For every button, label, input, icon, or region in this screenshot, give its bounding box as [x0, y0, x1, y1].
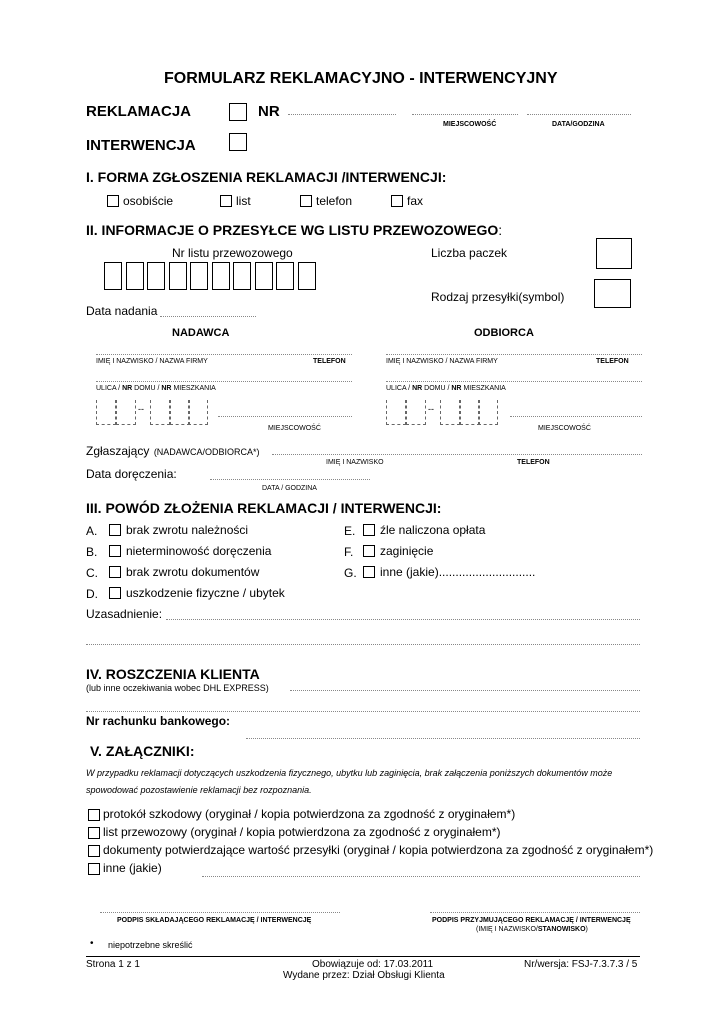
nadawca-street-mid: DOMU /	[132, 385, 162, 392]
nr-listu-digit-box[interactable]	[104, 262, 122, 290]
signature-right-sub-bold: STANOWISKO	[537, 926, 586, 933]
reason-c-letter: C.	[86, 566, 98, 580]
section5-note-2: spowodować pozostawienie reklamacji bez rozpoznania.	[86, 785, 312, 795]
section2-title-text: II. INFORMACJE O PRZESYŁCE WG LISTU PRZEWOZOWEGO	[86, 222, 499, 238]
reason-d-text: uszkodzenie fizyczne / ubytek	[126, 586, 285, 600]
form-title: FORMULARZ REKLAMACYJNO - INTERWENCYJNY	[164, 70, 558, 87]
telefon-checkbox[interactable]	[300, 195, 312, 207]
reason-b-letter: B.	[86, 545, 98, 559]
miejscowosc-caption: MIEJSCOWOŚĆ	[443, 121, 497, 128]
section5-note-1: W przypadku reklamacji dotyczących uszkodzenia fizycznego, ubytku lub zaginięcia, brak załączenia poniższych dokumentów może	[86, 768, 613, 778]
miejscowosc-field[interactable]	[412, 114, 518, 115]
reason-d-letter: D.	[86, 587, 98, 601]
section2-title	[86, 222, 502, 238]
fax-label: fax	[407, 194, 424, 208]
rodzaj-box[interactable]	[594, 279, 631, 308]
footer-version: Nr/wersja: FSJ-7.3.7.3 / 5	[524, 959, 638, 970]
postcode-digit-box[interactable]	[478, 400, 498, 425]
footnote-text: niepotrzebne skreślić	[108, 940, 193, 950]
signature-left-caption: PODPIS SKŁADAJĄCEGO REKLAMACJĘ / INTERWENCJĘ	[117, 917, 312, 924]
section1-title: I. FORMA ZGŁOSZENIA REKLAMACJI /INTERWENCJI:	[86, 169, 447, 185]
nadawca-street-caption	[96, 385, 216, 392]
attachment-2-text: list przewozowy (oryginał / kopia potwierdzona za zgodność z oryginałem*)	[103, 825, 501, 839]
reason-c-text: brak zwrotu dokumentów	[126, 565, 260, 579]
reason-b-text: nieterminowość doręczenia	[126, 544, 272, 558]
odbiorca-street-nr2: NR	[451, 385, 462, 392]
reason-b-checkbox[interactable]	[109, 545, 121, 557]
zglaszajacy-sub: (NADAWCA/ODBIORCA*)	[153, 447, 260, 457]
odbiorca-street-post: MIESZKANIA	[461, 385, 506, 392]
reason-f-checkbox[interactable]	[363, 545, 375, 557]
attachment-1-text: protokół szkodowy (oryginał / kopia potwierdzona za zgodność z oryginałem*)	[103, 807, 516, 821]
reklamacja-label: REKLAMACJA	[86, 103, 191, 120]
nadawca-name-caption: IMIĘ I NAZWISKO / NAZWA FIRMY	[96, 358, 208, 365]
attachment-4-checkbox[interactable]	[88, 863, 100, 875]
nadawca-street-pre: ULICA /	[96, 385, 123, 392]
liczba-paczek-label: Liczba paczek	[431, 246, 508, 260]
osobiscie-label: osobiście	[123, 194, 174, 208]
signature-right-sub-post: )	[585, 926, 588, 933]
section4-title: IV. ROSZCZENIA KLIENTA	[86, 666, 260, 682]
odbiorca-phone-caption: TELEFON	[596, 358, 629, 365]
reason-e-text: źle naliczona opłata	[380, 523, 486, 537]
reason-f-letter: F.	[344, 545, 354, 559]
fax-checkbox[interactable]	[391, 195, 403, 207]
nadawca-street-nr2: NR	[161, 385, 172, 392]
data-nadania-field[interactable]	[160, 316, 256, 317]
interwencja-label: INTERWENCJA	[86, 137, 196, 154]
uzasadnienie-field-1[interactable]	[166, 619, 640, 620]
odbiorca-street-nr: NR	[412, 385, 423, 392]
nr-listu-digit-box[interactable]	[147, 262, 165, 290]
signature-right-caption: PODPIS PRZYJMUJĄCEGO REKLAMACJĘ / INTERWENCJĘ	[432, 917, 631, 924]
nr-listu-digit-box[interactable]	[169, 262, 187, 290]
attachment-4-text: inne (jakie)	[103, 861, 162, 875]
postcode-digit-box[interactable]	[406, 400, 426, 425]
section5-title: V. ZAŁĄCZNIKI:	[90, 743, 195, 759]
odbiorca-street-mid: DOMU /	[422, 385, 452, 392]
nr-rachunku-label: Nr rachunku bankowego:	[86, 714, 231, 728]
roszczenia-field-2[interactable]	[86, 711, 640, 712]
nr-rachunku-field[interactable]	[246, 738, 640, 739]
signature-left-field[interactable]	[100, 912, 340, 913]
reklamacja-checkbox[interactable]	[229, 103, 247, 121]
postcode-digit-box[interactable]	[188, 400, 208, 425]
postcode-digit-box[interactable]	[96, 400, 116, 425]
attachment-3-checkbox[interactable]	[88, 845, 100, 857]
zglaszajacy-name-caption: IMIĘ I NAZWISKO	[326, 459, 384, 466]
postcode-digit-box[interactable]	[440, 400, 460, 425]
reason-g-checkbox[interactable]	[363, 566, 375, 578]
odbiorca-city-field[interactable]	[510, 416, 642, 417]
nr-label: NR	[258, 103, 280, 120]
odbiorca-name-caption: IMIĘ I NAZWISKO / NAZWA FIRMY	[386, 358, 498, 365]
liczba-paczek-box[interactable]	[596, 238, 632, 269]
footer-valid: Obowiązuje od: 17.03.2011	[312, 959, 434, 970]
section3-title: III. POWÓD ZŁOŻENIA REKLAMACJI / INTERWENCJI:	[86, 500, 442, 516]
nr-listu-digit-box[interactable]	[126, 262, 144, 290]
nr-listu-digit-box[interactable]	[276, 262, 294, 290]
nadawca-street-post: MIESZKANIA	[171, 385, 216, 392]
attachment-3-text: dokumenty potwierdzające wartość przesyłki (oryginał / kopia potwierdzona za zgodność z oryginałem*)	[103, 843, 654, 857]
uzasadnienie-label: Uzasadnienie:	[86, 607, 163, 621]
data-doreczenia-caption: DATA / GODZINA	[262, 485, 317, 492]
attachment-2-checkbox[interactable]	[88, 827, 100, 839]
rodzaj-label: Rodzaj przesyłki(symbol)	[431, 290, 565, 304]
nr-listu-label: Nr listu przewozowego	[172, 246, 293, 260]
reason-e-letter: E.	[344, 524, 356, 538]
telefon-label: telefon	[316, 194, 353, 208]
nadawca-city-caption: MIEJSCOWOŚĆ	[268, 425, 321, 432]
signature-right-sub	[476, 926, 588, 933]
data-godzina-field[interactable]	[527, 114, 631, 115]
postcode-separator: --	[428, 404, 434, 414]
reason-g-text: inne (jakie).............................	[380, 565, 536, 579]
postcode-digit-box[interactable]	[386, 400, 406, 425]
signature-right-sub-pre: (IMIĘ I NAZWISKO/	[476, 926, 538, 933]
footer-rule	[86, 956, 640, 957]
footer-issued: Wydane przez: Dział Obsługi Klienta	[283, 970, 445, 981]
reason-c-checkbox[interactable]	[109, 566, 121, 578]
nadawca-name-field[interactable]	[96, 354, 352, 355]
reason-g-letter: G.	[344, 566, 357, 580]
nadawca-heading: NADAWCA	[172, 327, 230, 339]
zglaszajacy-field[interactable]	[272, 454, 642, 455]
attachment-1-checkbox[interactable]	[88, 809, 100, 821]
signature-right-field[interactable]	[430, 912, 640, 913]
reason-e-checkbox[interactable]	[363, 524, 375, 536]
odbiorca-street-pre: ULICA /	[386, 385, 413, 392]
nadawca-phone-caption: TELEFON	[313, 358, 346, 365]
interwencja-checkbox[interactable]	[229, 133, 247, 151]
odbiorca-heading: ODBIORCA	[474, 327, 534, 339]
nadawca-street-field[interactable]	[96, 381, 352, 382]
data-doreczenia-field[interactable]	[210, 479, 370, 480]
nr-listu-digit-box[interactable]	[233, 262, 251, 290]
nr-listu-digit-box[interactable]	[212, 262, 230, 290]
postcode-separator: --	[138, 404, 144, 414]
roszczenia-field-1[interactable]	[290, 690, 640, 691]
data-doreczenia-label: Data doręczenia:	[86, 467, 177, 481]
footer-page: Strona 1 z 1	[86, 959, 140, 970]
postcode-digit-box[interactable]	[150, 400, 170, 425]
zglaszajacy-phone-caption: TELEFON	[517, 459, 550, 466]
odbiorca-street-field[interactable]	[386, 381, 642, 382]
nadawca-city-field[interactable]	[218, 416, 352, 417]
attachment-4-field[interactable]	[202, 876, 640, 877]
odbiorca-city-caption: MIEJSCOWOŚĆ	[538, 425, 591, 432]
reason-d-checkbox[interactable]	[109, 587, 121, 599]
nr-listu-digit-box[interactable]	[190, 262, 208, 290]
reason-a-checkbox[interactable]	[109, 524, 121, 536]
zglaszajacy-text: Zgłaszający	[86, 444, 150, 458]
nr-listu-digit-box[interactable]	[255, 262, 273, 290]
zglaszajacy-label	[86, 442, 259, 460]
postcode-digit-box[interactable]	[460, 400, 480, 425]
list-label: list	[236, 194, 251, 208]
data-godzina-caption: DATA/GODZINA	[552, 121, 605, 128]
section4-subtitle: (lub inne oczekiwania wobec DHL EXPRESS)	[86, 683, 269, 693]
uzasadnienie-field-2[interactable]	[86, 644, 640, 645]
odbiorca-street-caption	[386, 385, 506, 392]
odbiorca-name-field[interactable]	[386, 354, 642, 355]
reason-f-text: zaginięcie	[380, 544, 434, 558]
list-checkbox[interactable]	[220, 195, 232, 207]
nr-listu-digit-box[interactable]	[298, 262, 316, 290]
data-nadania-label: Data nadania	[86, 304, 158, 318]
footnote-bullet: •	[90, 938, 94, 949]
postcode-digit-box[interactable]	[116, 400, 136, 425]
postcode-digit-box[interactable]	[170, 400, 190, 425]
nadawca-street-nr: NR	[122, 385, 133, 392]
osobiscie-checkbox[interactable]	[107, 195, 119, 207]
nr-field[interactable]	[288, 114, 396, 115]
reason-a-text: brak zwrotu należności	[126, 523, 249, 537]
section2-title-colon: :	[498, 222, 503, 238]
reason-a-letter: A.	[86, 524, 98, 538]
